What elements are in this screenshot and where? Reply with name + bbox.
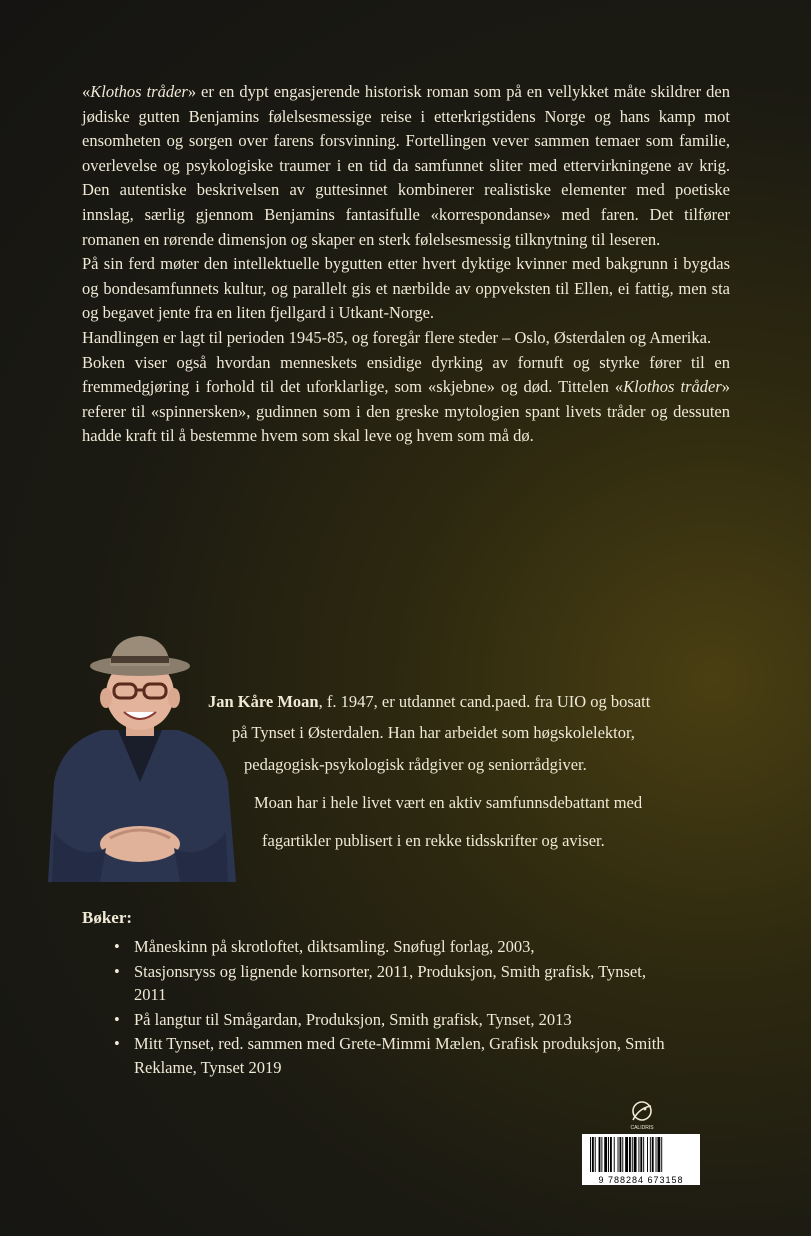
author-bio-line-4: Moan har i hele livet vært en aktiv samfunnsdebattant med [254,793,643,812]
book-title-italic: Klothos tråder [623,377,722,397]
barcode-bar [601,1137,602,1172]
blurb-paragraph-3: Handlingen er lagt til perioden 1945-85, og foregår flere steder – Oslo, Østerdalen og Amerika. [82,327,712,347]
blurb-paragraph-4: Boken viser også hvordan menneskets ensidige dyrking av fornuft og styrke fører til en fremmedgjøring i forhold til det uforklarlige, som «skjebne» og død. Tittelen «Klothos tråder» referer til «spinnersken», gudinnen som i den greske mytologien spant livets tråder og dessuten hadde kraft til å bestemme hvem som skal leve og hvem som må dø. [82,352,730,446]
blurb-paragraph-2: På sin ferd møter den intellektuelle bygutten etter hvert dyktige kvinner med bakgrunn i bygdas og bondesamfunnets kultur, og parallelt gis et nærbilde av oppveksten til Ellen, ei fattig, men sta og begavet jente fra en liten fjellgard i Utkant-Norge. [82,254,730,323]
list-item: • Mitt Tynset, red. sammen med Grete-Mimmi Mælen, Grafisk produksjon, Smith Reklame, Tynset 2019 [118,1032,678,1079]
barcode-bar [608,1137,609,1172]
barcode-bar [652,1137,654,1172]
barcode-bar [622,1137,623,1172]
barcode-bar [650,1137,651,1172]
barcode-bar [592,1137,594,1172]
barcode-bar [629,1137,631,1172]
barcode-bar [657,1137,660,1172]
barcode-bar [599,1137,601,1172]
isbn-number: 9 788284 673158 [582,1175,700,1185]
barcode-bar [614,1137,615,1172]
isbn-barcode [582,1134,700,1185]
back-cover-blurb [82,80,730,449]
svg-text:CALIDRIS: CALIDRIS [630,1125,654,1131]
barcode-bar [638,1137,639,1172]
barcode-bar [590,1137,591,1172]
author-bio-line-2: på Tynset i Østerdalen. Han har arbeidet som høgskolelektor, [232,723,635,742]
blurb-paragraph-1: «Klothos tråder» er en dypt engasjerende historisk roman som på en vellykket måte skildrer den jødiske gutten Benjamins følelsesmessige reise i etterkrigstidens Norge og hans kamp mot ensomheten og sorgen over farens forsvinning. Fortellingen vever sammen temaer som familie, overlevelse og psykologiske traumer i en tid da samfunnet sliter med ettervirkningene av krig. Den autentiske beskrivelsen av guttesinnet kombinerer realistiske elementer med poetiske innslag, særlig gjennom Benjamins fantasifulle «korrespondanse» med faren. Det tilfører romanen en rørende dimensjon og skaper en sterk følelsesmessig tilknytning til leseren. [82,82,730,249]
list-item: • Stasjonsryss og lignende kornsorter, 2011, Produksjon, Smith grafisk, Tynset, 2011 [118,960,678,1007]
author-photo [40,632,240,882]
publisher-logo [625,1098,659,1132]
books-list [118,935,678,1080]
books-heading: Bøker: [82,908,133,927]
barcode-bar [656,1137,657,1172]
author-bio-line-1: Jan Kåre Moan, f. 1947, er utdannet cand.paed. fra UIO og bosatt [208,692,651,711]
author-bio-line-3: pedagogisk-psykologisk rådgiver og seniorrådgiver. [244,755,587,774]
list-item: • På langtur til Smågardan, Produksjon, Smith grafisk, Tynset, 2013 [118,1008,678,1032]
barcode-bar [604,1137,607,1172]
barcode-bar [643,1137,644,1172]
barcode-bar [634,1137,637,1172]
barcode-bar [632,1137,633,1172]
barcode-bar [595,1137,596,1172]
list-item: • Måneskinn på skrotloftet, diktsamling. Snøfugl forlag, 2003, [118,935,678,959]
barcode-bar [647,1137,648,1172]
barcode-bar [661,1137,662,1172]
barcode-bar [640,1137,642,1172]
book-title-italic: Klothos tråder [90,82,188,101]
barcode-bar [625,1137,628,1172]
barcode-bar [618,1137,619,1172]
barcode-bar [610,1137,612,1172]
author-name: Jan Kåre Moan [208,692,319,711]
barcode-bar [619,1137,621,1172]
author-bio-line-5: fagartikler publisert i en rekke tidsskrifter og aviser. [262,831,605,850]
